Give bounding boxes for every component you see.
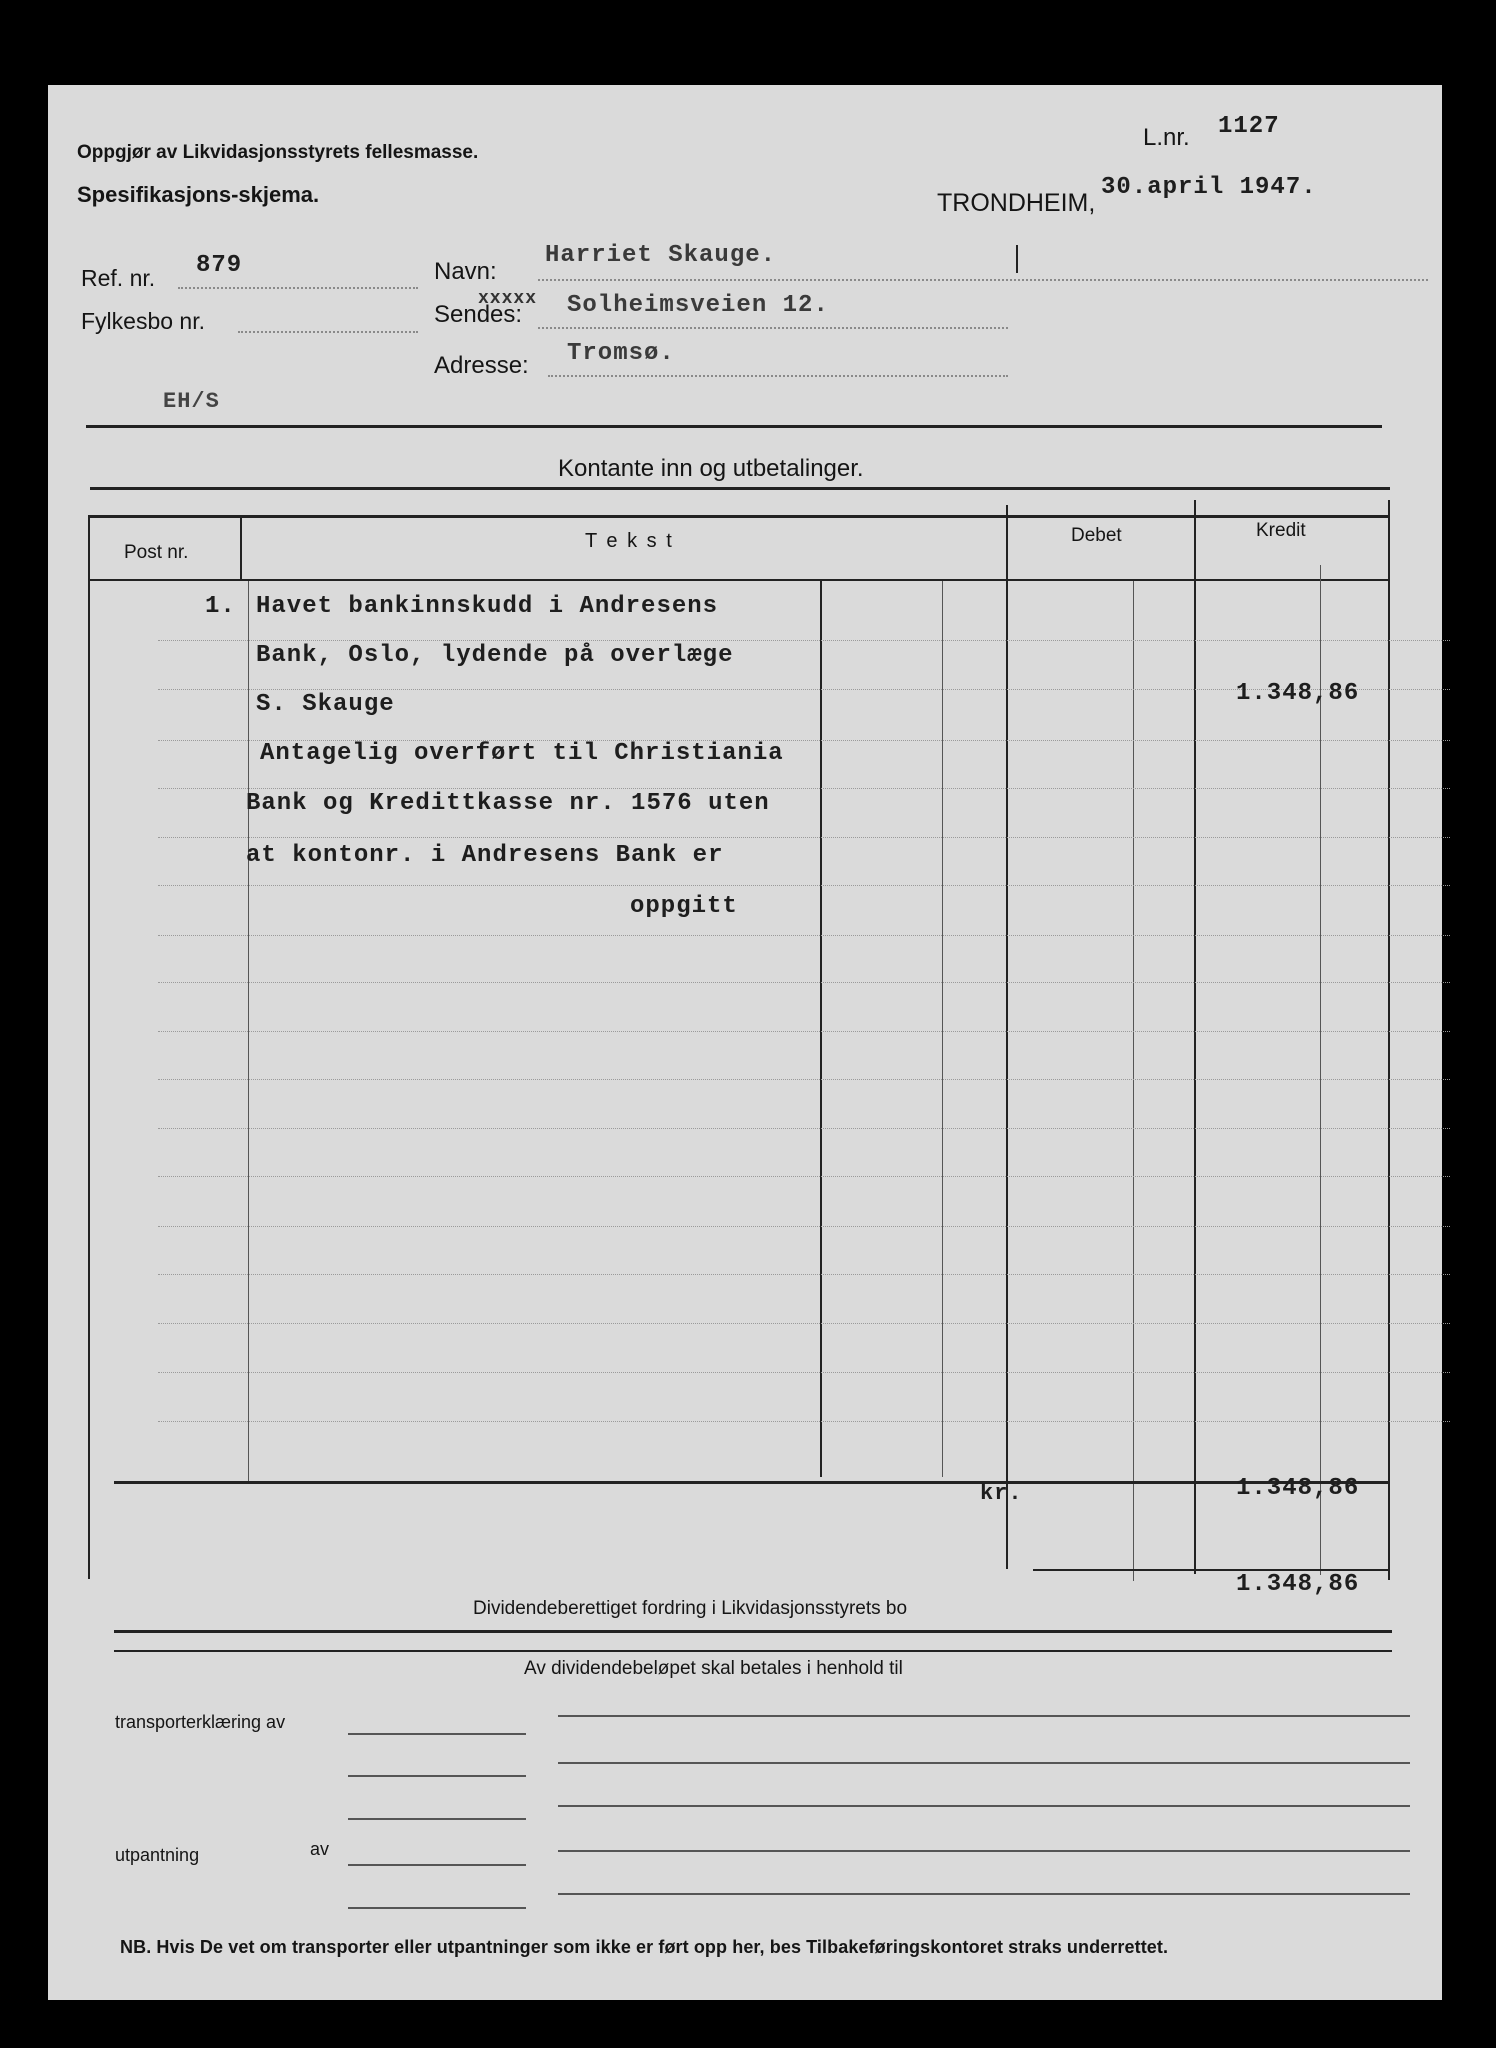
- dividend-kredit: 1.348,86: [1236, 1571, 1360, 1598]
- total-kredit: 1.348,86: [1236, 1475, 1360, 1502]
- section-rule: [86, 425, 1382, 428]
- place: TRONDHEIM,: [937, 189, 1096, 217]
- entry-line: at kontonr. i Andresens Bank er: [246, 842, 724, 869]
- entry-line: Bank og Kredittkasse nr. 1576 uten: [246, 790, 770, 817]
- entry-kredit: 1.348,86: [1236, 680, 1360, 707]
- section-title: Kontante inn og utbetalinger.: [558, 455, 864, 482]
- lnr-value: 1127: [1218, 113, 1280, 140]
- entry-line: Havet bankinnskudd i Andresens: [256, 593, 719, 620]
- entry-line: Bank, Oslo, lydende på overlæge: [256, 642, 734, 669]
- adresse-label: Adresse:: [434, 352, 529, 379]
- form-title: Spesifikasjons-skjema.: [77, 182, 320, 207]
- sendes-value: Solheimsveien 12.: [567, 292, 829, 319]
- col-header-kredit: Kredit: [1256, 520, 1306, 541]
- date: 30.april 1947.: [1101, 174, 1317, 201]
- initials: EH/S: [163, 389, 220, 414]
- total-label: kr.: [980, 1481, 1023, 1506]
- navn-label: Navn:: [434, 258, 497, 285]
- entry-line: S. Skauge: [256, 691, 395, 718]
- entry-line: Antagelig overført til Christiania: [260, 740, 784, 767]
- dividend-label: Dividendeberettiget fordring i Likvidasjonsstyrets bo: [473, 1598, 908, 1619]
- entry-line: oppgitt: [630, 893, 738, 920]
- org-line: Oppgjør av Likvidasjonsstyrets fellesmasse.: [77, 142, 479, 163]
- col-header-post: Post nr.: [124, 542, 189, 563]
- sendes-label: Sendes:: [434, 301, 523, 328]
- navn-value: Harriet Skauge.: [545, 242, 777, 269]
- utpantning-label: utpantning: [115, 1845, 200, 1865]
- entry-post: 1.: [205, 593, 236, 620]
- av-label: av: [310, 1839, 330, 1859]
- sendes-strike: xxxxx: [478, 289, 538, 309]
- transport-label: transporterklæring av: [115, 1712, 286, 1732]
- ref-value: 879: [196, 252, 243, 279]
- col-header-tekst: T e k s t: [585, 530, 674, 552]
- ref-label: Ref. nr.: [81, 265, 156, 291]
- form-sheet: [48, 85, 1442, 2000]
- col-header-debet: Debet: [1071, 525, 1122, 546]
- adresse-value: Tromsø.: [567, 340, 675, 367]
- lnr-label: L.nr.: [1143, 124, 1190, 151]
- fylkesbo-label: Fylkesbo nr.: [81, 308, 205, 334]
- footer-intro: Av dividendebeløpet skal betales i henhold til: [524, 1658, 903, 1679]
- footer-note: NB. Hvis De vet om transporter eller utpantninger som ikke er ført opp her, bes Tilbakeføringskontoret straks underrettet.: [120, 1937, 1169, 1957]
